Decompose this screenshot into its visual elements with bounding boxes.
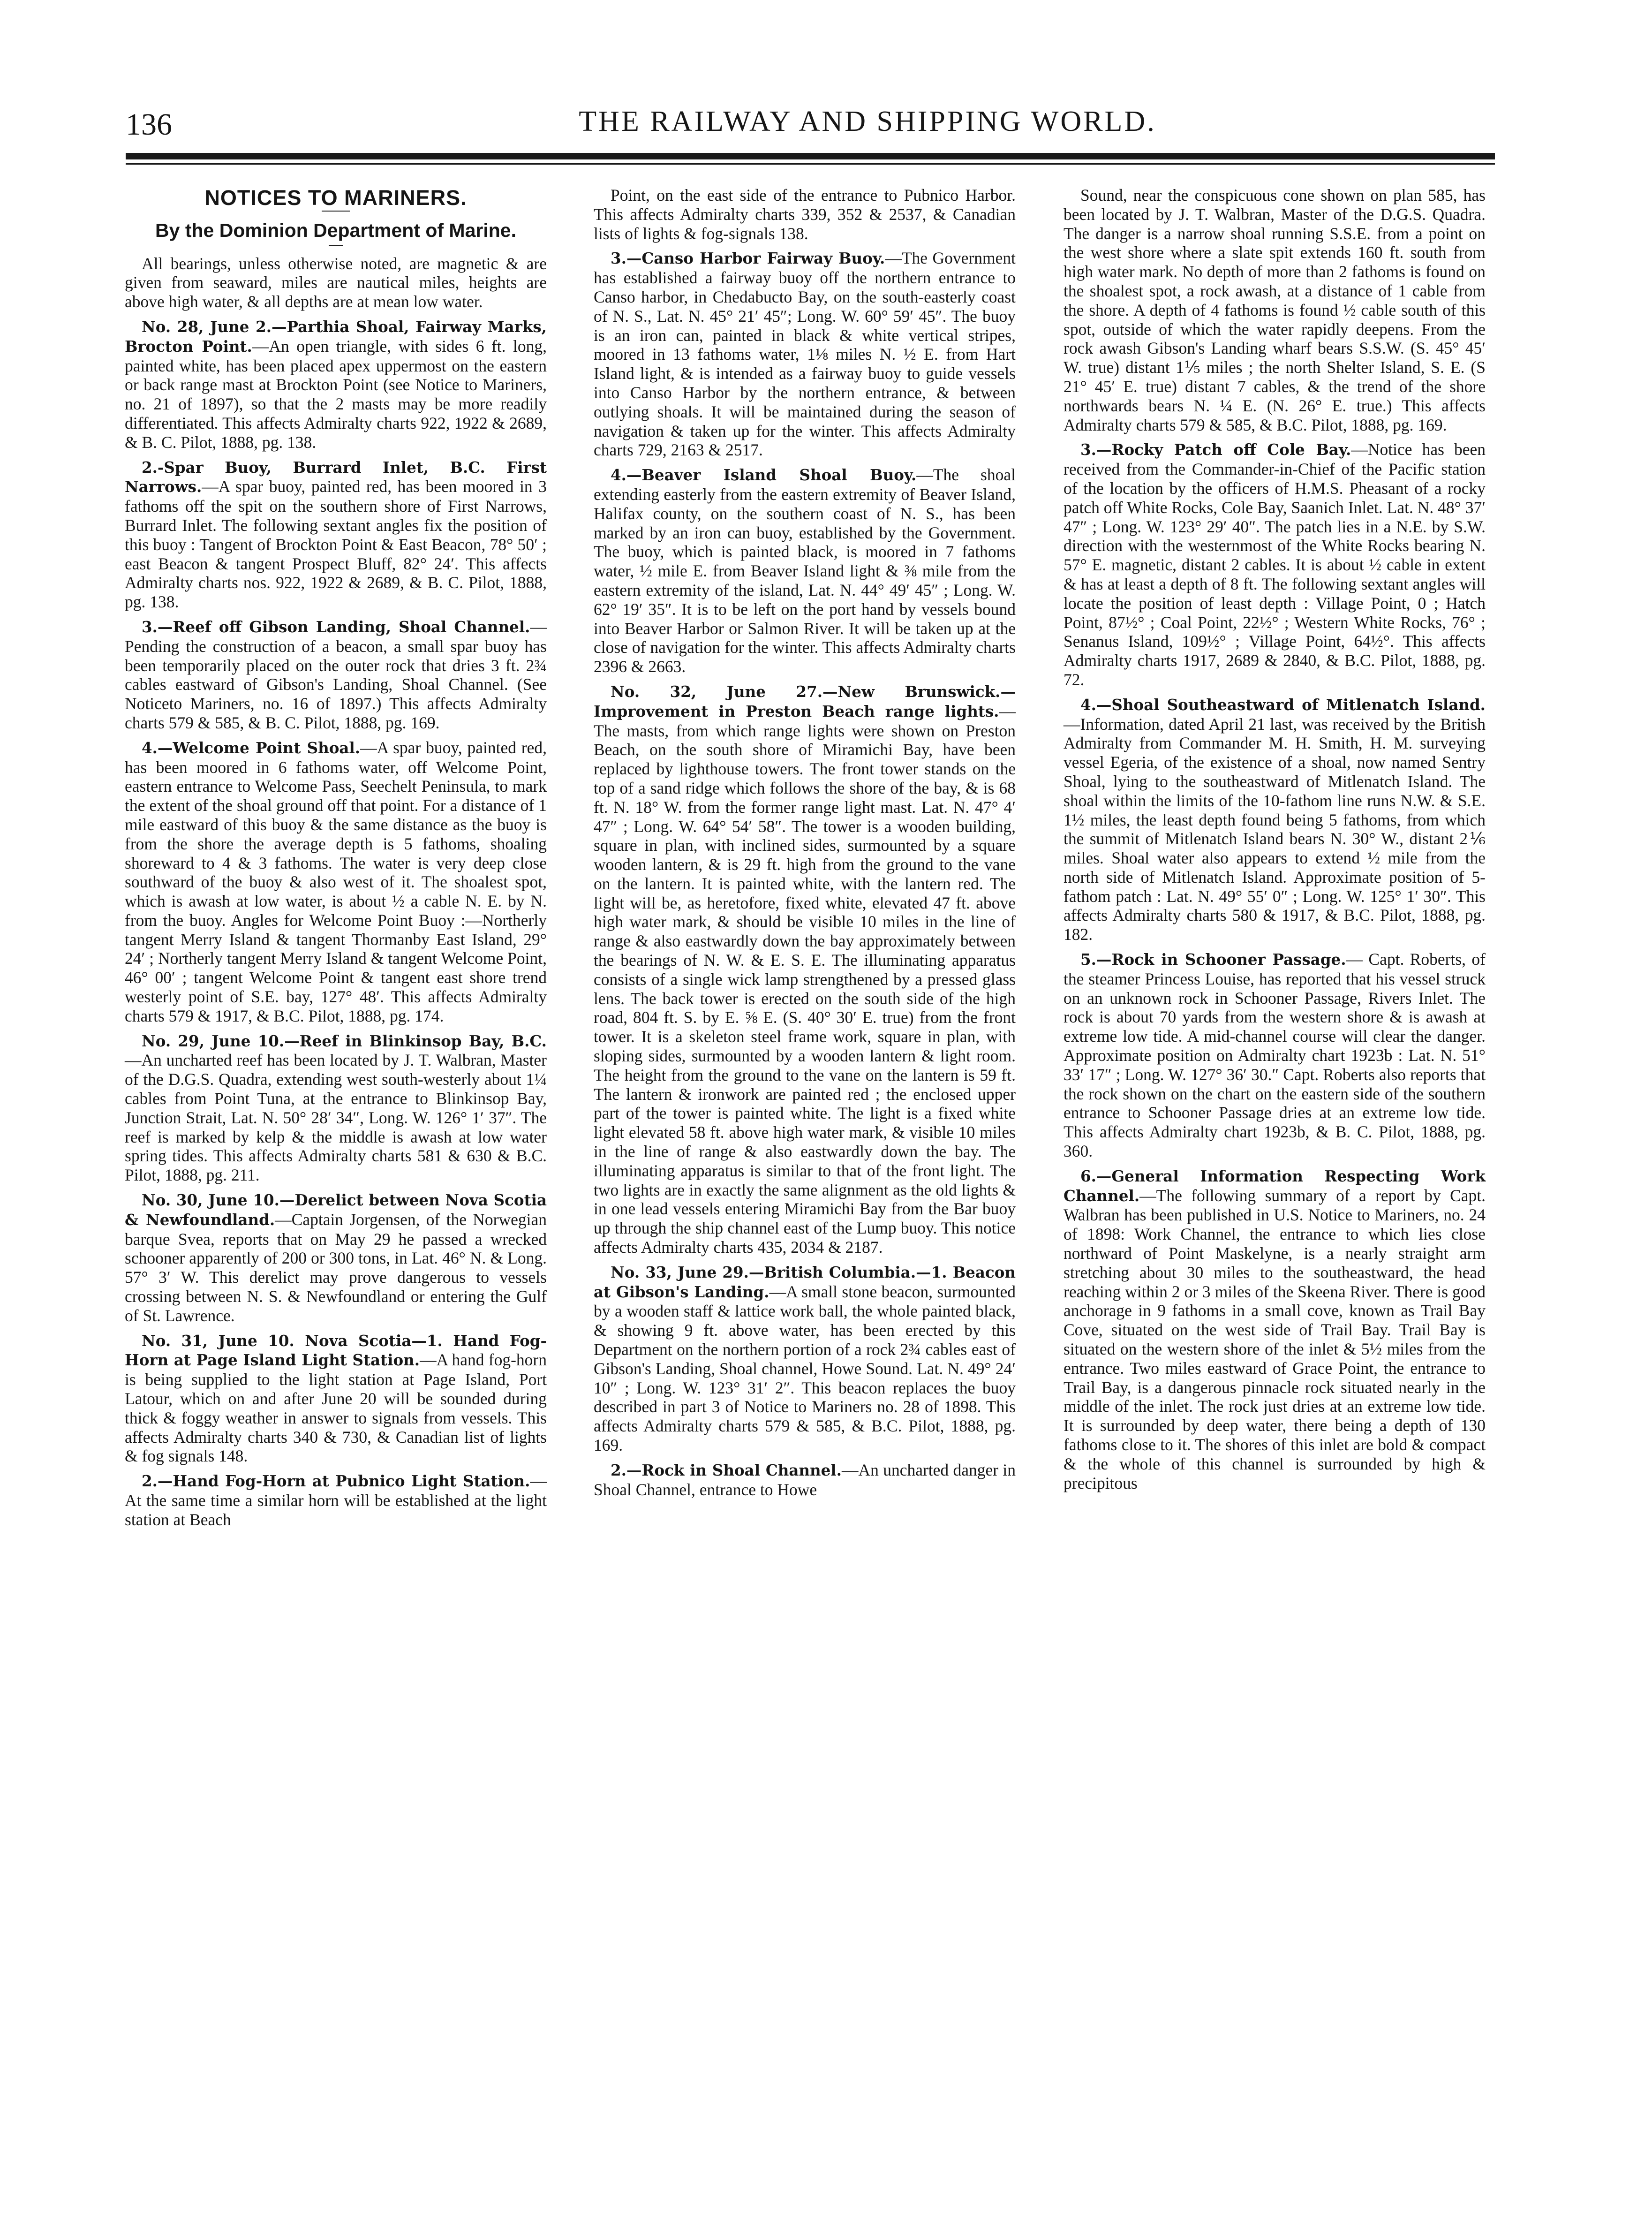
notice-text: —Pending the construction of a beacon, a small spar buoy has been temporarily placed on the outer rock that dries 3 ft. 2¾ cables eastward of Gibson's Landing, Shoal Channel. (See Noticeto Mariners, no. 16 of 1897.) This affects Admiralty charts 579 & 585, & B. C. Pilot, 1888, pg. 169.	[125, 617, 547, 732]
notice-paragraph	[1064, 950, 1486, 1161]
notice-text: —A hand fog-horn is being supplied to the light station at Page Island, Port Latour, which on and after June 20 will be sounded during thick & foggy weather in answer to signals from vessels. This affects Admiralty charts 340 & 730, & Canadian list of lights & fog signals 148.	[125, 1350, 547, 1466]
notice-text: —An uncharted reef has been located by J. T. Walbran, Master of the D.G.S. Quadra, extending west south-westerly about 1¼ cables from Point Tuna, at the entrance to Blinkinsop Bay, Junction Strait, Lat. N. 50° 28′ 34″, Long. W. 126° 1′ 37″. The reef is marked by kelp & the middle is awash at low water spring tides. This affects Admiralty charts 581 & 630 & B.C. Pilot, 1888, pg. 211.	[125, 1051, 547, 1185]
notice-paragraph	[1064, 186, 1486, 434]
notice-heading: No. 28, June 2.—Parthia Shoal, Fairway Marks, Brocton Point.	[125, 317, 547, 356]
notice-paragraph	[594, 249, 1016, 460]
notice-heading: No. 30, June 10.—Derelict between Nova Scotia & Newfoundland.	[125, 1191, 547, 1229]
section-subtitle: By the Dominion Department of Marine.	[155, 219, 516, 241]
notice-text: —Captain Jorgensen, of the Norwegian barque Svea, reports that on May 29 he passed a wrecked schooner apparently of 200 or 300 tons, in Lat. 46° N. & Long. 57° 3′ W. This derelict may prove dangerous to vessels crossing between N. S. & Newfoundland or entering the Gulf of St. Lawrence.	[125, 1210, 547, 1325]
notice-paragraph	[594, 1461, 1016, 1499]
notice-text: —An uncharted danger in Shoal Channel, entrance to Howe	[594, 1460, 1016, 1499]
column-3	[1064, 186, 1486, 1498]
title-divider	[322, 211, 350, 212]
notice-heading: 2.—Rock in Shoal Channel.	[611, 1461, 842, 1479]
running-head: THE RAILWAY AND SHIPPING WORLD.	[579, 106, 1156, 137]
notice-text: —A spar buoy, painted red, has been moored in 3 fathoms off the spit on the southern shore of First Narrows, Burrard Inlet. The following sextant angles fix the position of this buoy : Tangent of Brockton Point & East Beacon, 78° 50′ ; east Beacon & tangent Prospect Bluff, 82° 24′. This affects Admiralty charts nos. 922, 1922 & 2689, & B. C. Pilot, 1888, pg. 138.	[125, 477, 547, 612]
notice-heading: 3.—Canso Harbor Fairway Buoy.	[611, 249, 885, 268]
notice-paragraph	[125, 1031, 547, 1185]
notice-text: All bearings, unless otherwise noted, are magnetic & are given from seaward, miles are nautical miles, heights are above high water, & all depths are at mean low water.	[125, 254, 547, 311]
section-title: NOTICES TO MARINERS.	[204, 186, 467, 210]
page-number: 136	[126, 107, 172, 142]
notice-paragraph	[1064, 695, 1486, 944]
notice-heading: No. 31, June 10. Nova Scotia—1. Hand Fog-Horn at Page Island Light Station.	[125, 1331, 547, 1370]
notice-heading: No. 32, June 27.—New Brunswick.—Improvement in Preston Beach range lights.	[594, 682, 1016, 720]
notice-text: Sound, near the conspicuous cone shown on plan 585, has been located by J. T. Walbran, Master of the D.G.S. Quadra. The danger is a narrow shoal running S.S.E. from a point on the west shore where a slate spit extends 160 ft. south from high water mark. No depth of more than 2 fathoms is found on the shoalest spot, a rock awash, at a distance of 1 cable from the shore. A depth of 4 fathoms is found ½ cable south of this spot, outside of which the water rapidly deepens. From the rock awash Gibson's Landing wharf bears S.S.W. (S. 45° 45′ W. true) distant 1⅕ miles ; the north Shelter Island, S. E. (S 21° 45′ E. true) distant 7 cables, & the trend of the shore northwards bears N. ¼ E. (N. 26° E. true.) This affects Admiralty charts 579 & 585, & B.C. Pilot, 1888, pg. 169.	[1064, 186, 1486, 434]
subtitle-divider	[329, 245, 343, 246]
notice-paragraph	[125, 317, 547, 452]
notice-paragraph	[594, 682, 1016, 1257]
notice-paragraph	[125, 458, 547, 612]
notice-text: —A small stone beacon, surmounted by a wooden staff & lattice work ball, the whole painted black, & showing 9 ft. above water, has been erected by this Department on the northern portion of a rock 2¾ cables east of Gibson's Landing, Shoal channel, Howe Sound. Lat. N. 49° 24′ 10″ ; Long. W. 123° 31′ 2″. This beacon replaces the buoy described in part 3 of Notice to Mariners no. 28 of 1898. This affects Admiralty charts 579 & 585, & B.C. Pilot, 1888, pg. 169.	[594, 1282, 1016, 1454]
notice-paragraph	[125, 1471, 547, 1529]
notice-heading: 4.—Shoal Southeastward of Mitlenatch Island.	[1080, 695, 1486, 714]
notice-paragraph	[125, 254, 547, 311]
notice-heading: 2.-Spar Buoy, Burrard Inlet, B.C. First Narrows.	[125, 458, 547, 496]
header-rule-thick	[126, 153, 1495, 159]
notice-heading: 3.—Rocky Patch off Cole Bay.	[1080, 440, 1351, 459]
notice-text: —At the same time a similar horn will be established at the light station at Beach	[125, 1471, 547, 1529]
notice-heading: 3.—Reef off Gibson Landing, Shoal Channel.	[142, 617, 530, 636]
notice-heading: 4.—Beaver Island Shoal Buoy.	[611, 466, 917, 485]
notice-text: —A spar buoy, painted red, has been moored in 6 fathoms water, off Welcome Point, eastern entrance to Welcome Pass, Seechelt Peninsula, to mark the extent of the shoal ground off that point. For a distance of 1 mile eastward of this buoy & the same distance as the buoy is from the shore the average depth is 5 fathoms, shoaling shoreward to 4 & 3 fathoms. The water is very deep close southward of the buoy & also west of it. The shoalest spot, which is awash at low water, is about ½ a cable N. E. by N. from the buoy. Angles for Welcome Point Buoy :—Northerly tangent Merry Island & tangent Thormanby East Island, 29° 24′ ; Northerly tangent Merry Island & tangent Welcome Point, 46° 00′ ; tangent Welcome Point & tangent east shore trend westerly point of S.E. bay, 127° 48′. This affects Admiralty charts 579 & 1917, & B.C. Pilot, 1888, pg. 174.	[125, 738, 547, 1025]
notice-paragraph	[594, 186, 1016, 243]
notice-text: —Information, dated April 21 last, was received by the British Admiralty from Commander M. H. Smith, H. M. surveying vessel Egeria, of the existence of a shoal, now named Sentry Shoal, lying to the southeastward of Mitlenatch Island. The shoal within the limits of the 10-fathom line runs N.W. & S.E. 1½ miles, the least depth found being 5 fathoms, from which the summit of Mitlenatch Island bears N. 30° W., distant 2⅙ miles. Shoal water also appears to extend ½ mile from the north side of Mitlenatch Island. Approximate position of 5-fathom patch : Lat. N. 49° 55′ 0″ ; Long. W. 125° 1′ 30″. This affects Admiralty charts 580 & 1917, & B.C. Pilot, 1888, pg. 182.	[1064, 714, 1486, 944]
notice-text: —An open triangle, with sides 6 ft. long, painted white, has been placed apex uppermost on the eastern or back range mast at Brockton Point (see Notice to Mariners, no. 21 of 1897), so that the 2 masts may be more readily differentiated. This affects Admiralty charts 922, 1922 & 2689, & B. C. Pilot, 1888, pg. 138.	[125, 336, 547, 452]
notice-paragraph	[594, 465, 1016, 676]
column-1	[125, 178, 547, 1535]
notice-heading: No. 29, June 10.—Reef in Blinkinsop Bay, B.C.	[142, 1031, 547, 1050]
notice-heading: 4.—Welcome Point Shoal.	[142, 738, 361, 757]
notice-heading: 5.—Rock in Schooner Passage.	[1080, 950, 1346, 969]
notice-heading: 2.—Hand Fog-Horn at Pubnico Light Station.	[142, 1472, 530, 1491]
notice-text: —The masts, from which range lights were shown on Preston Beach, on the south shore of Miramichi Bay, have been replaced by lighthouse towers. The front tower stands on the top of a sand ridge which follows the shore of the bay, & is 68 ft. N. 18° W. from the former range light mast. Lat. N. 47° 4′ 47″ ; Long. W. 64° 54′ 58″. The tower is a wooden building, square in plan, with inclined sides, surmounted by a square wooden lantern, & is 29 ft. high from the ground to the vane on the lantern. It is painted white, with the lantern red. The light will be, as heretofore, fixed white, elevated 47 ft. above high water mark, & should be visible 10 miles in the line of range & also eastwardly down the bay approximately between the bearings of N. W. & E. S. E. The illuminating apparatus consists of a single wick lamp strengthened by a pressed glass lens. The back tower is erected on the south side of the high road, 804 ft. S. by E. ⅝ E. (S. 40° 30′ E. true) from the front tower. It is a skeleton steel frame work, square in plan, with sloping sides, surmounted by a wooden lantern & light room. The height from the ground to the vane on the lantern is 59 ft. The lantern & ironwork are painted red ; the enclosed upper part of the tower is painted white. The light is a fixed white light elevated 58 ft. above high water mark, & visible 10 miles in the line of range & also eastwardly down the bay. The illuminating apparatus is similar to that of the front light. The two lights are in exactly the same alignment as the old lights & in one lead vessels entering Miramichi Bay from the Bar buoy up through the ship channel east of the Lump buoy. This notice affects Admiralty charts 435, 2034 & 2187.	[594, 701, 1016, 1257]
notice-text: —The shoal extending easterly from the eastern extremity of Beaver Island, Halifax county, on the southern coast of N. S., has been marked by an iron can buoy, established by the Government. The buoy, which is painted black, is moored in 7 fathoms water, ½ mile E. from Beaver Island light & ⅜ mile from the eastern extremity of the island, Lat. N. 44° 49′ 45″ ; Long. W. 62° 19′ 35″. It is to be left on the port hand by vessels bound into Beaver Harbor or Salmon River. It will be taken up at the close of navigation for the winter. This affects Admiralty charts 2396 & 2663.	[594, 465, 1016, 676]
notice-paragraph	[125, 617, 547, 733]
notice-paragraph	[125, 1331, 547, 1466]
notice-paragraph	[125, 738, 547, 1026]
notice-text: — Capt. Roberts, of the steamer Princess Louise, has reported that his vessel struck on an unknown rock in Schooner Passage, Rivers Inlet. The rock is about 70 yards from the western shore & is awash at extreme low tide. A mid-channel course will clear the danger. Approximate position on Admiralty chart 1923b : Lat. N. 51° 33′ 17″ ; Long. W. 127° 36′ 30.″ Capt. Roberts also reports that the rock shown on the chart on the eastern side of the southern entrance to Schooner Passage dries at an extreme low tide. This affects Admiralty chart 1923b, & B. C. Pilot, 1888, pg. 360.	[1064, 950, 1486, 1161]
notice-paragraph	[1064, 1166, 1486, 1493]
notice-heading: No. 33, June 29.—British Columbia.—1. Beacon at Gibson's Landing.	[594, 1263, 1016, 1301]
notice-text: Point, on the east side of the entrance to Pubnico Harbor. This affects Admiralty charts 339, 352 & 2537, & Canadian lists of lights & fog-signals 138.	[594, 186, 1016, 243]
notice-text: —Notice has been received from the Commander-in-Chief of the Pacific station of the location by the officers of H.M.S. Pheasant of a rocky patch off White Rocks, Cole Bay, Saanich Inlet. Lat. N. 48° 37′ 47″ ; Long. W. 123° 29′ 40″. The patch lies in a N.E. by S.W. direction with the westernmost of the White Rocks bearing N. 57° E. magnetic, distant 2 cables. It is about ½ cable in extent & has at least a depth of 8 ft. The following sextant angles will locate the position of least depth : Village Point, 0 ; Hatch Point, 87½° ; Coal Point, 22½° ; Western White Rocks, 76° ; Senanus Island, 109½° ; Village Point, 64½°. This affects Admiralty charts 1917, 2689 & 2840, & B.C. Pilot, 1888, pg. 72.	[1064, 440, 1486, 689]
notice-paragraph	[125, 1190, 547, 1325]
notice-paragraph	[1064, 440, 1486, 689]
header-rule-thin	[126, 163, 1495, 165]
notice-heading: 6.—General Information Respecting Work Channel.	[1064, 1166, 1486, 1205]
notice-paragraph	[594, 1263, 1016, 1455]
notice-text: —The following summary of a report by Capt. Walbran has been published in U.S. Notice to Mariners, no. 24 of 1898: Work Channel, the entrance to which lies close northward of Point Maskelyne, is a nearly straight arm stretching about 30 miles to the southeastward, the head reaching within 2 or 3 miles of the Skeena River. There is good anchorage in 9 fathoms in a small cove, known as Trail Bay Cove, situated on the west side of Trail Bay. Trail Bay is situated on the western shore of the inlet & 5½ miles from the entrance. Two miles eastward of Grace Point, the entrance to Trail Bay, is a dangerous pinnacle rock situated nearly in the middle of the inlet. The rock just dries at an extreme low tide. It is surrounded by deep water, there being a depth of 130 fathoms close to it. The shores of this inlet are bold & compact & the whole of this channel is surrounded by high & precipitous	[1064, 1186, 1486, 1492]
notice-text: —The Government has established a fairway buoy off the northern entrance to Canso harbor, in Chedabucto Bay, on the south-easterly coast of N. S., Lat. N. 45° 21′ 45″; Long. W. 60° 59′ 45″. The buoy is an iron can, painted in black & white vertical stripes, moored in 13 fathoms water, 1⅛ miles N. ½ E. from Hart Island light, & is intended as a fairway buoy to guide vessels into Canso Harbor by the northern entrance, & between outlying shoals. It will be maintained during the season of navigation & taken up for the winter. This affects Admiralty charts 729, 2163 & 2517.	[594, 249, 1016, 460]
column-2	[594, 186, 1016, 1505]
